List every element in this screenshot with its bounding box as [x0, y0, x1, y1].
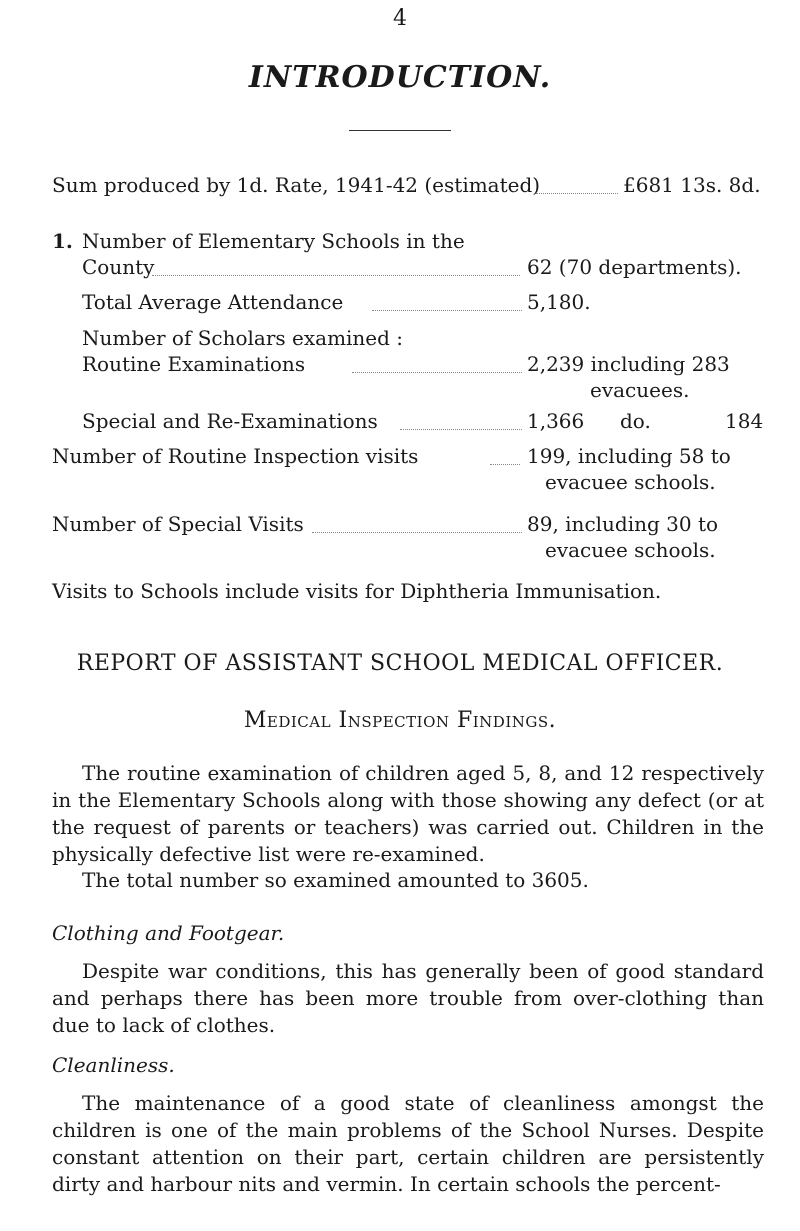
routine-value-cont: evacuees. [590, 378, 690, 402]
leader-dots [372, 310, 522, 311]
paragraph [52, 760, 764, 868]
schools-value: 62 (70 departments). [527, 255, 742, 279]
page-title: INTRODUCTION. [248, 60, 552, 95]
report-heading: REPORT OF ASSISTANT SCHOOL MEDICAL OFFICER. [76, 651, 724, 676]
routine-label: Routine Examinations [82, 352, 306, 376]
rate-value: £681 13s. 8d. [623, 173, 761, 197]
title-divider [349, 130, 451, 131]
special-value-evacuees: 184 [725, 409, 764, 433]
paragraph [52, 1090, 764, 1198]
leader-dots [400, 429, 522, 430]
paragraph-text: The maintenance of a good state of cleanliness amongst the children is one of the main problems of the School Nurses. Despite constant attention on their part, certain children are persistently dirty and harbour nits and vermin. In certain schools the percent- [52, 1091, 764, 1196]
routine-value: 2,239 including 283 [527, 352, 730, 376]
inspection-value-cont: evacuee schools. [545, 470, 716, 494]
paragraph-text: The routine examination of children aged 5, 8, and 12 respectively in the Elementary Schools along with those showing any defect (or at the request of parents or teachers) was carried out. Children in the physically defective list were re-examined. [52, 761, 764, 866]
inspection-value: 199, including 58 to [527, 444, 731, 468]
paragraph [52, 867, 764, 894]
rate-label: Sum produced by 1d. Rate, 1941-42 (estimated) [52, 173, 541, 197]
special-value: 1,366 [527, 409, 585, 433]
leader-dots [312, 532, 522, 533]
leader-dots [536, 193, 618, 194]
paragraph [52, 958, 764, 1039]
special-visits-value-cont: evacuee schools. [545, 538, 716, 562]
paragraph-text: The total number so examined amounted to 3605. [82, 868, 589, 892]
schools-label-cont: County [82, 255, 155, 279]
special-visits-label: Number of Special Visits [52, 512, 304, 536]
leader-dots [352, 372, 522, 373]
leader-dots [490, 464, 520, 465]
special-label: Special and Re-Examinations [82, 409, 378, 433]
cleanliness-heading: Cleanliness. [52, 1053, 175, 1077]
scholars-label: Number of Scholars examined : [82, 326, 404, 350]
visits-note: Visits to Schools include visits for Diphtheria Immunisation. [52, 579, 662, 603]
special-visits-value: 89, including 30 to [527, 512, 719, 536]
page-number: 4 [393, 6, 407, 31]
inspection-label: Number of Routine Inspection visits [52, 444, 419, 468]
paragraph-text: Despite war conditions, this has generally been of good standard and perhaps there has been more trouble from over-clothing than due to lack of clothes. [52, 959, 764, 1037]
report-subheading-wrap [0, 708, 800, 733]
report-subheading: Medical Inspection Findings. [243, 708, 557, 733]
item-number: 1. [52, 229, 73, 253]
schools-label: Number of Elementary Schools in the [82, 229, 465, 253]
attendance-value: 5,180. [527, 290, 591, 314]
leader-dots [152, 275, 520, 276]
clothing-heading: Clothing and Footgear. [52, 921, 285, 945]
attendance-label: Total Average Attendance [82, 290, 344, 314]
special-value-ditto: do. [620, 409, 651, 433]
